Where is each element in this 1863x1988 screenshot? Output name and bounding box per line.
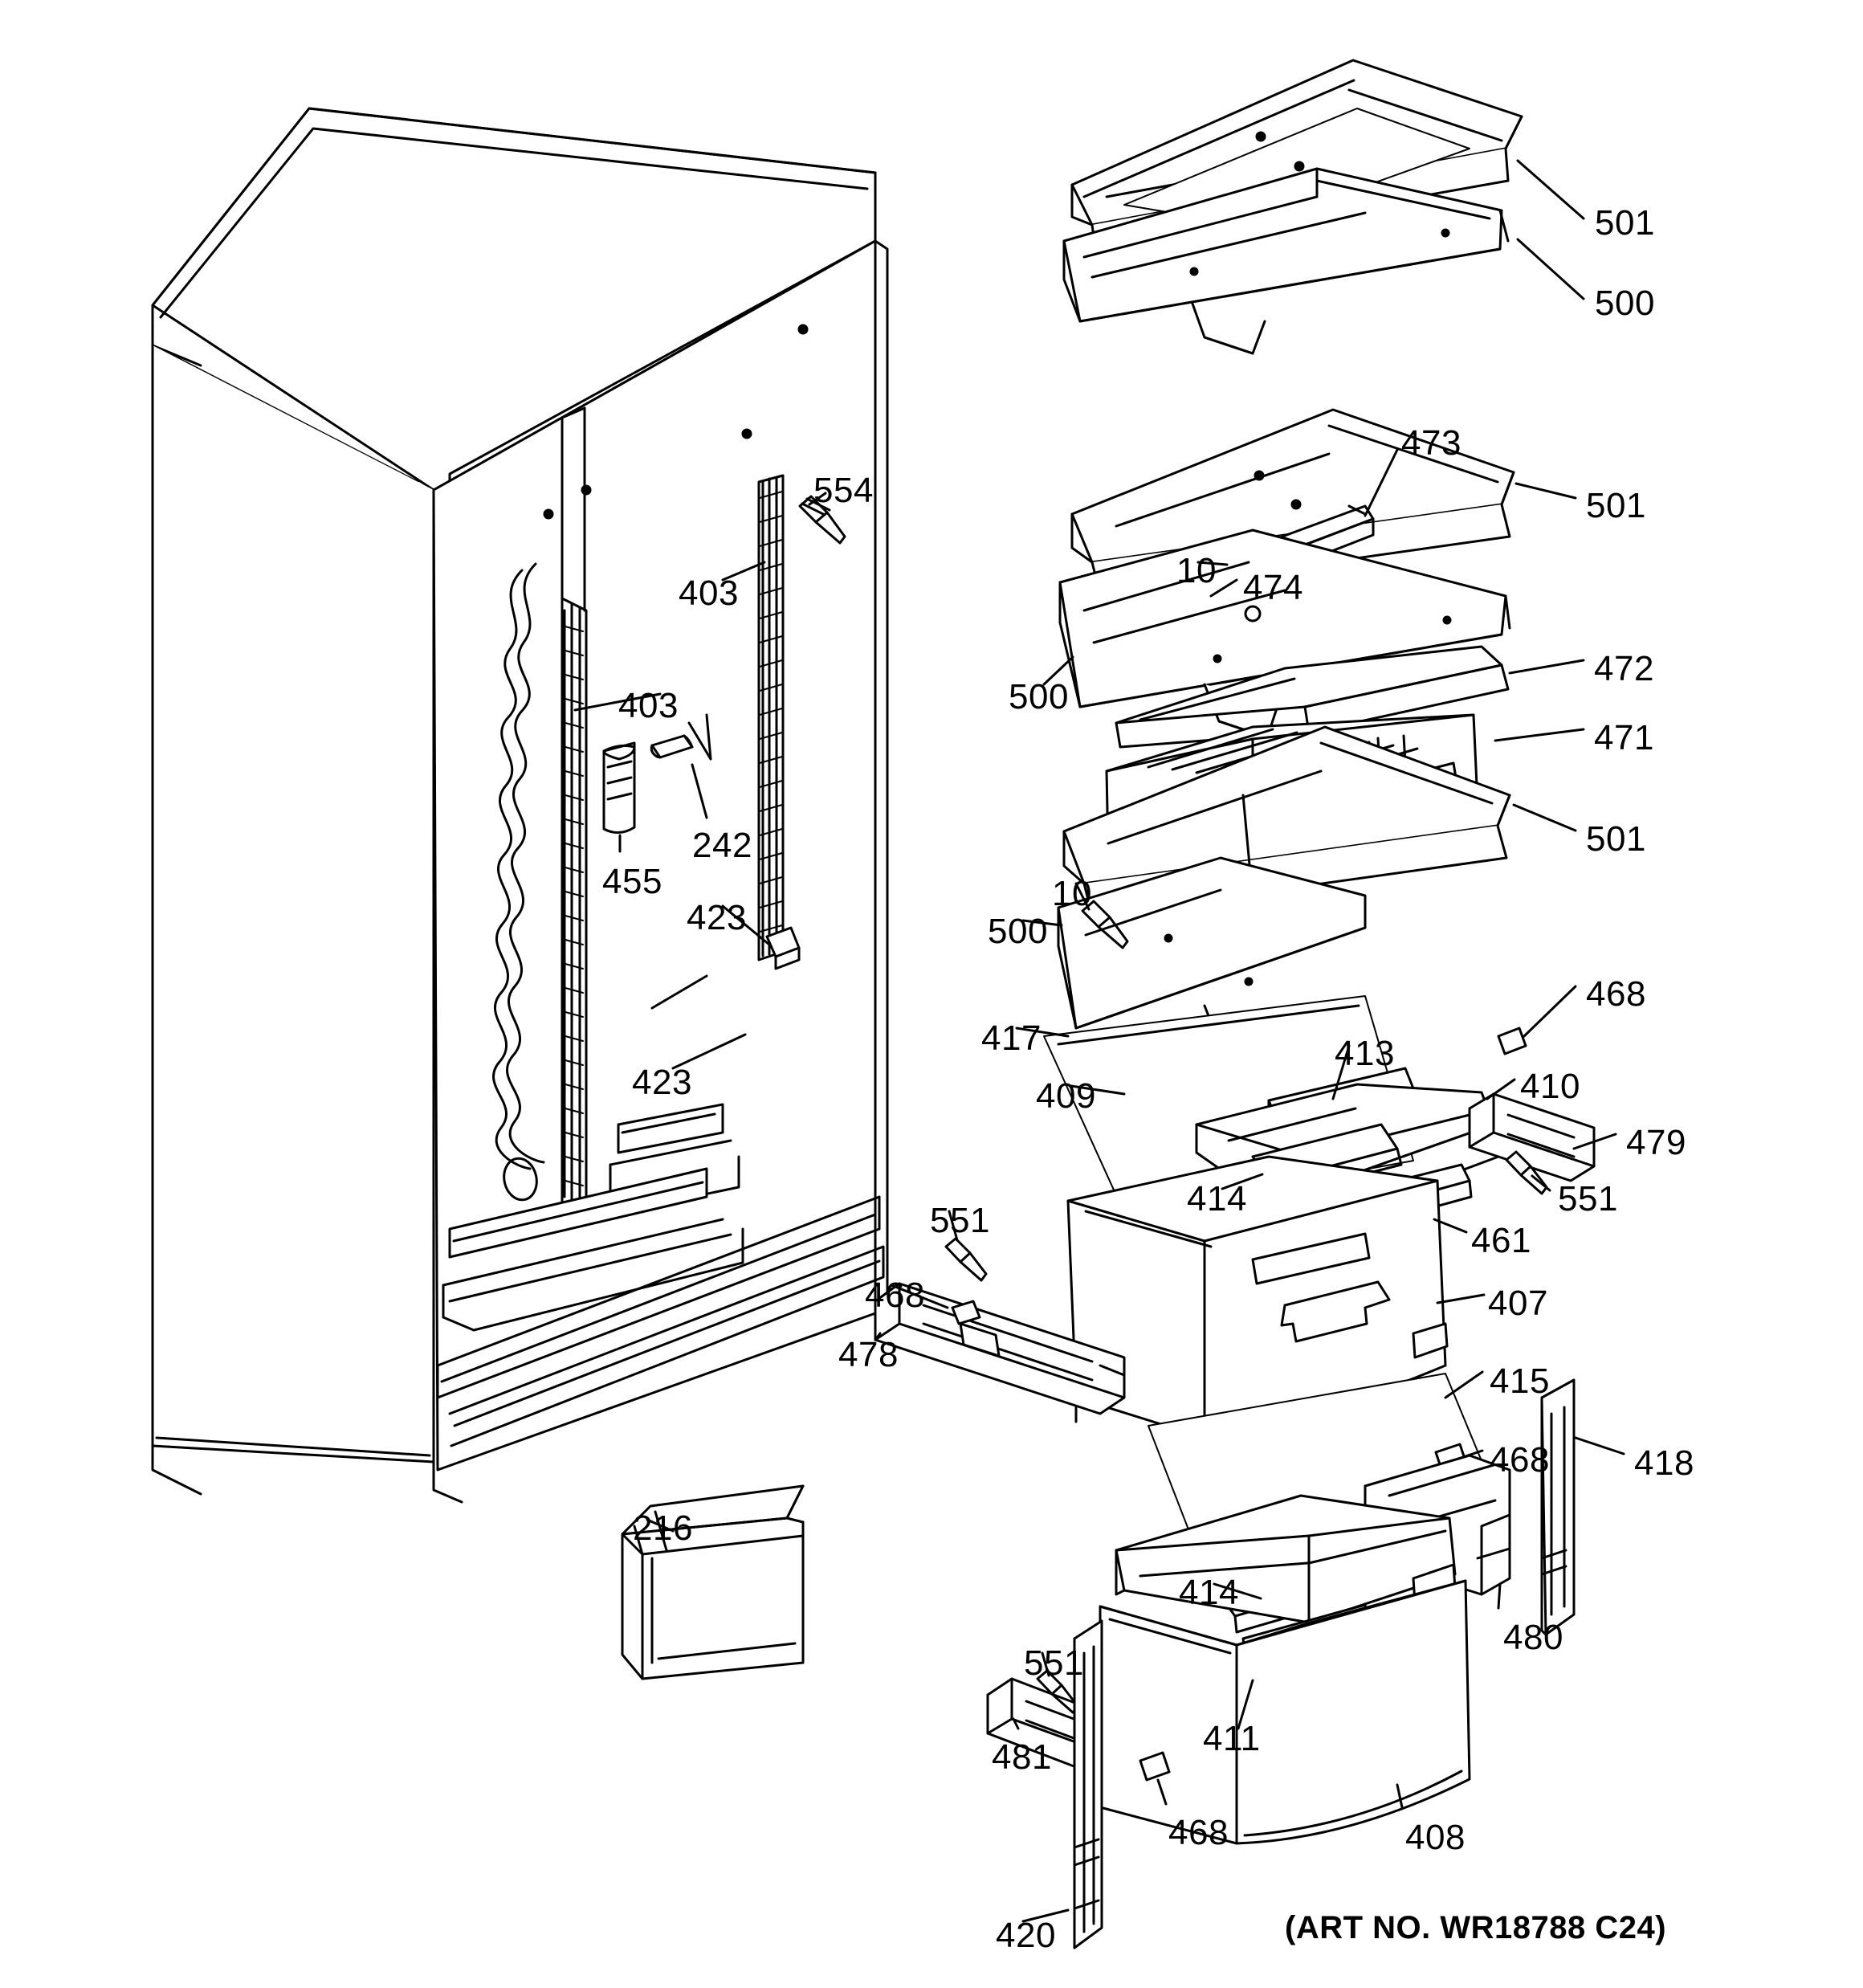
callout-500-7: 500 bbox=[1009, 677, 1069, 716]
callout-409-22: 409 bbox=[1036, 1076, 1096, 1116]
callout-411-39: 411 bbox=[1203, 1719, 1261, 1758]
callout-403-10: 403 bbox=[679, 574, 739, 613]
callout-10-17: 10 bbox=[1052, 874, 1092, 913]
part-468-clip-lower bbox=[1140, 1753, 1169, 1780]
art-number: (ART NO. WR18788 C24) bbox=[1285, 1910, 1667, 1945]
callout-242-12: 242 bbox=[692, 826, 752, 865]
callout-10-4: 10 bbox=[1176, 551, 1217, 590]
part-418-upright bbox=[1542, 1380, 1574, 1635]
callout-479-24: 479 bbox=[1626, 1123, 1686, 1162]
part-551-screw-left bbox=[946, 1239, 986, 1280]
callout-481-40: 481 bbox=[992, 1737, 1052, 1777]
callout-468-33: 468 bbox=[1490, 1440, 1550, 1480]
callout-407-30: 407 bbox=[1488, 1284, 1548, 1323]
callout-423-15: 423 bbox=[632, 1063, 692, 1102]
callout-468-41: 468 bbox=[1168, 1813, 1229, 1852]
callout-468-19: 468 bbox=[1586, 974, 1646, 1014]
callout-473-2: 473 bbox=[1401, 423, 1461, 463]
part-455-cylinder bbox=[604, 743, 634, 833]
callout-501-3: 501 bbox=[1586, 486, 1646, 525]
callout-216-38: 216 bbox=[633, 1508, 693, 1548]
callout-501-16: 501 bbox=[1586, 819, 1646, 859]
callout-551-26: 551 bbox=[1558, 1179, 1618, 1219]
callout-501-0: 501 bbox=[1595, 203, 1655, 243]
callout-414-35: 414 bbox=[1179, 1573, 1239, 1612]
callout-455-13: 455 bbox=[602, 862, 662, 901]
callout-500-1: 500 bbox=[1595, 284, 1655, 323]
cabinet-liner bbox=[153, 108, 887, 1502]
callout-413-21: 413 bbox=[1335, 1034, 1395, 1073]
callout-554-9: 554 bbox=[813, 471, 874, 510]
callout-551-37: 551 bbox=[1024, 1643, 1084, 1683]
callout-423-14: 423 bbox=[687, 898, 747, 937]
callout-403-11: 403 bbox=[618, 686, 679, 725]
callout-414-25: 414 bbox=[1187, 1179, 1247, 1219]
part-468-clip-right-upper bbox=[1498, 1028, 1526, 1054]
callout-478-31: 478 bbox=[838, 1335, 899, 1374]
callout-468-29: 468 bbox=[865, 1276, 925, 1315]
callout-500-18: 500 bbox=[988, 912, 1048, 951]
callout-461-27: 461 bbox=[1471, 1221, 1531, 1260]
callout-410-23: 410 bbox=[1520, 1067, 1580, 1106]
callout-551-28: 551 bbox=[930, 1201, 990, 1240]
callout-474-5: 474 bbox=[1243, 568, 1303, 607]
callout-418-34: 418 bbox=[1634, 1443, 1694, 1483]
callout-415-32: 415 bbox=[1490, 1361, 1550, 1401]
callout-408-42: 408 bbox=[1405, 1818, 1466, 1857]
callout-420-43: 420 bbox=[996, 1916, 1056, 1955]
callout-472-6: 472 bbox=[1594, 649, 1654, 688]
callout-417-20: 417 bbox=[981, 1018, 1042, 1058]
part-408-drawer-bin bbox=[1100, 1581, 1470, 1843]
callout-480-36: 480 bbox=[1503, 1618, 1563, 1657]
callout-471-8: 471 bbox=[1594, 718, 1654, 757]
